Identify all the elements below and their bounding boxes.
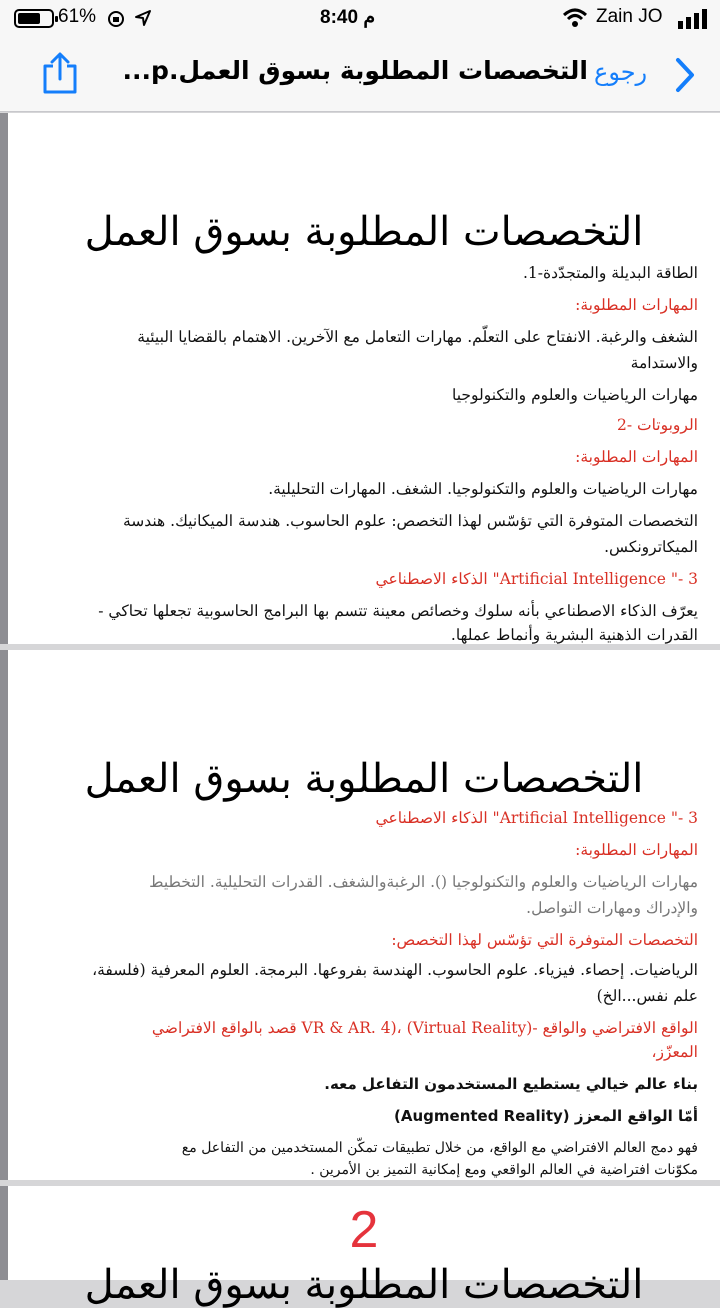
time: 8:40 م: [320, 7, 376, 28]
text-line: يعرّف الذكاء الاصطناعي بأنه سلوك وخصائص معينة تتسم بها البرامج الحاسوبية تجعلها تحاكي -: [98, 602, 698, 620]
text-line: أمّا الواقع المعزز (Augmented Reality): [394, 1107, 698, 1125]
section-heading: 3 -" Artificial Intelligence" الذكاء الاصطناعي: [375, 570, 698, 588]
page-heading: التخصصات المطلوبة بسوق العمل: [84, 756, 644, 802]
page-number: 2: [349, 1201, 379, 1259]
text-line: مكوّنات افتراضية في العالم الواقعي ومع إمكانية التميز بن الأمرين .: [310, 1162, 698, 1178]
text-line: والاستدامة: [630, 354, 698, 372]
section-label: المهارات المطلوبة:: [575, 448, 698, 466]
text-line: بناء عالم خيالي يستطيع المستخدمون التفاعل معه.: [324, 1075, 698, 1093]
text-line: الطاقة البديلة والمتجدّدة-1.: [522, 264, 698, 282]
status-bar: [0, 0, 720, 38]
pdf-page-2[interactable]: [8, 650, 720, 1180]
section-heading: المعزّز،: [651, 1043, 698, 1061]
pdf-page-3[interactable]: [8, 1186, 720, 1308]
navigation-bar: [0, 38, 720, 112]
section-label: المهارات المطلوبة:: [575, 296, 698, 314]
text-line: القدرات الذهنية البشرية وأنماط عملها.: [450, 626, 698, 644]
text-line: الميكاترونكس.: [604, 538, 698, 556]
document-title: التخصصات المطلوبة بسوق العمل.p...: [122, 56, 588, 85]
text-line: علم نفس...الخ): [596, 987, 698, 1005]
section-heading: الواقع الافتراضي والواقع -VR & AR. 4)، (Virtual Reality) قصد بالواقع الافتراضي: [151, 1019, 698, 1037]
page-heading: التخصصات المطلوبة بسوق العمل: [84, 1262, 644, 1308]
section-heading: الروبوتات -2: [616, 416, 698, 434]
page-edge: [0, 113, 8, 644]
text-line: الرياضيات. إحصاء. فيزياء. علوم الحاسوب. الهندسة بفروعها. البرمجة. العلوم المعرفية (فلسفة،: [92, 961, 698, 979]
battery-percent: 61%: [58, 6, 97, 27]
signal-icon: [678, 9, 710, 29]
text-line: مهارات الرياضيات والعلوم والتكنولوجيا (). الرغبةوالشغف. القدرات التحليلية. التخطيط: [149, 873, 698, 891]
pdf-page-1[interactable]: [8, 113, 720, 644]
page-heading: التخصصات المطلوبة بسوق العمل: [84, 209, 644, 255]
orientation-lock-icon: [106, 9, 126, 29]
page-edge: [0, 650, 8, 1180]
location-icon: [134, 9, 152, 27]
chevron-right-icon[interactable]: [672, 56, 698, 94]
section-label: المهارات المطلوبة:: [575, 841, 698, 859]
page-edge: [0, 1186, 8, 1280]
back-button[interactable]: رجوع: [594, 58, 648, 86]
carrier-name: Zain JO: [596, 6, 663, 27]
battery-icon: [14, 9, 54, 28]
text-line: التخصصات المتوفرة التي تؤسّس لهذا التخصص: علوم الحاسوب. هندسة الميكانيك. هندسة: [122, 512, 698, 530]
text-line: الشغف والرغبة. الانفتاح على التعلّم. مهارات التعامل مع الآخرين. الاهتمام بالقضايا البيئية: [137, 328, 698, 346]
text-line: فهو دمج العالم الافتراضي مع الواقع، من خلال تطبيقات تمكّن المستخدمين من التفاعل مع: [181, 1140, 698, 1156]
section-label: التخصصات المتوفرة التي تؤسّس لهذا التخصص:: [391, 931, 698, 949]
wifi-icon: [562, 8, 588, 28]
share-icon[interactable]: [40, 52, 80, 94]
text-line: مهارات الرياضيات والعلوم والتكنولوجيا: [452, 386, 698, 404]
section-heading: 3 -" Artificial Intelligence" الذكاء الاصطناعي: [375, 809, 698, 827]
text-line: والإدراك ومهارات التواصل.: [526, 899, 698, 917]
text-line: مهارات الرياضيات والعلوم والتكنولوجيا. الشغف. المهارات التحليلية.: [268, 480, 698, 498]
